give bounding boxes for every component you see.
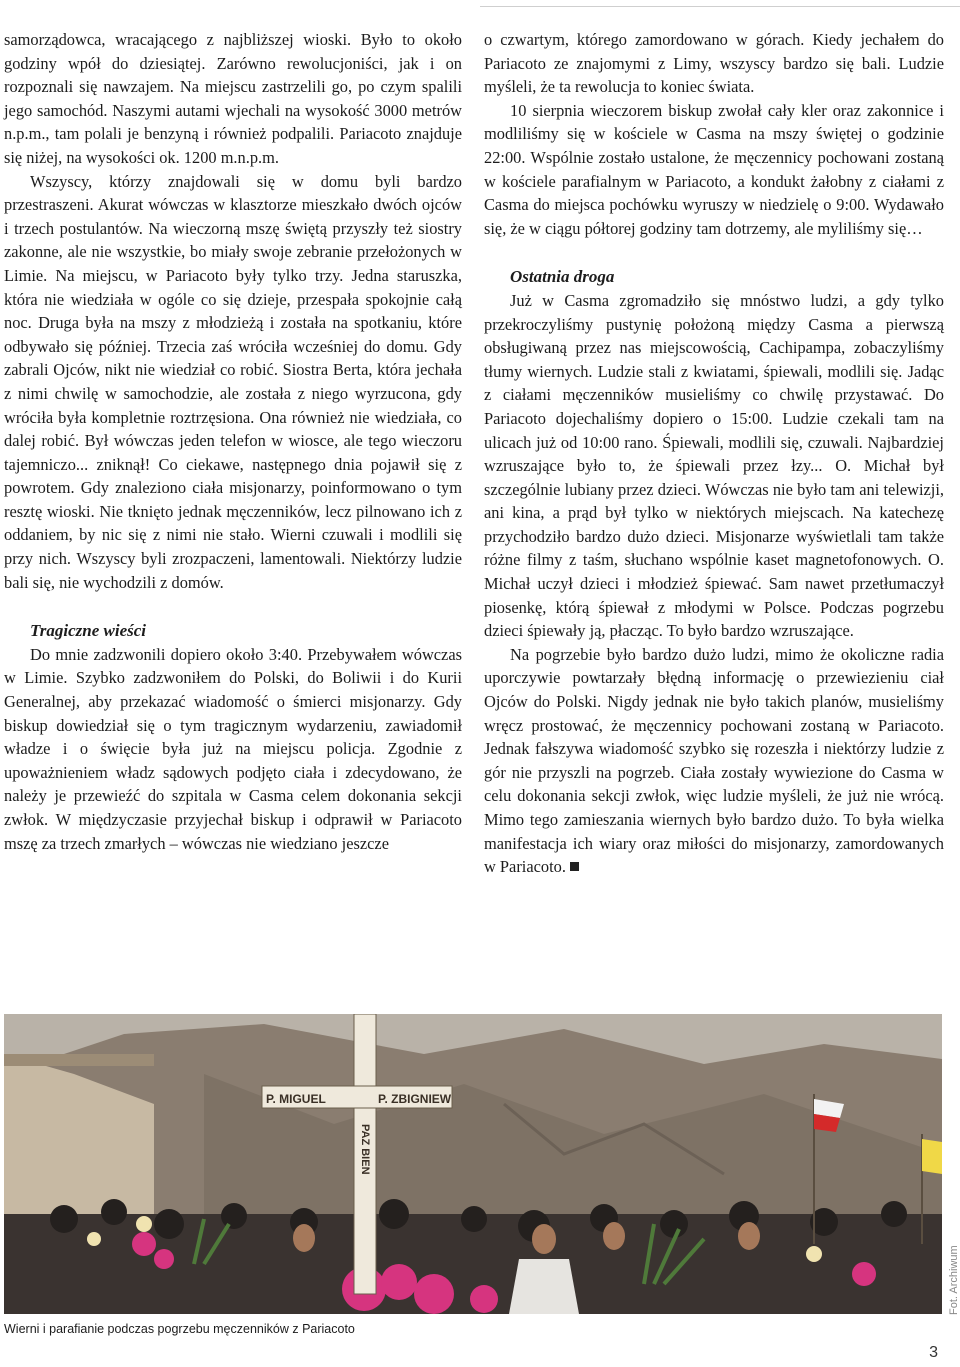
funeral-photo-illustration <box>4 1014 942 1314</box>
cross-vertical-text: PAZ BIEN <box>359 1124 371 1175</box>
left-paragraph-3: Do mnie zadzwonili dopiero około 3:40. Przebywałem wówczas w Limie. Szybko zadzwoniłem do Polski, do Boliwii i do Kurii Generalnej, aby przekazać wiadomość o śmierci misjonarzy. Gdy biskup dowiedział się o tym tragicznym wydarzeniu, zawiadomił władze i o święcie była już na miejscu policja. Zgodnie z upoważnieniem władz sądowych podjęto ciała i zdecydowano, że należy je przewieźć do szpitala w Casma celem dokonania sekcji zwłok. W międzyczasie przyjechał biskup i odprawił w Pariacoto mszę za trzech zmarłych – wówczas nie wiedziano jeszcze <box>4 644 462 853</box>
right-paragraph-1: o czwartym, którego zamordowano w górach. Kiedy jechałem do Pariacoto ze znajomymi z Limy, wszyscy bardzo się bali. Ludzie myśleli, że ta rewolucja to koniec świata. <box>484 30 944 97</box>
right-paragraph-3: Już w Casma zgromadziło się mnóstwo ludzi, a gdy tylko przekroczyliśmy pustynię położoną między Casma a pierwszą obsługiwaną przez nas miejscowością, Cachipampa, zobaczyliśmy tłumy wiernych. Ludzie stali z kwiatami, śpiewali, modlili się. Jadąc z ciałami męczenników musieliśmy co chwilę przystawać. Do Pariacoto dojechaliśmy dopiero o 15:00. Ludzie czekali tam na ulicach już od 10:00 rano. Śpiewali, modlili się, czuwali. Najbardziej wzruszające było to, że śpiewali przez łzy... O. Michał był szczególnie lubiany przez dzieci. Wówczas nie było tam ani telewizji, ani kina, a prąd był tylko w niektórych miejscach. Na katechezę przychodziło bardzo dużo dzieci. Misjonarze wyświetlali tam także różne filmy z taśm, słuchano wspólnie kaset magnetofonowych. O. Michał uczył dzieci i młodzież śpiewać. Sam nawet przetłumaczył piosenkę, którą śpiewał z młodymi w Polsce. Podczas pogrzebu dzieci śpiewały ją, płacząc. To było bardzo wzruszające. <box>484 290 944 641</box>
cross-left-name: P. MIGUEL <box>266 1092 326 1106</box>
left-paragraph-2: Wszyscy, którzy znajdowali się w domu byli bardzo przestraszeni. Akurat wówczas w klasztorze mieszkało dwóch ojców i trzech postulantów. Na wieczorną mszę świętą przyszły też siostry zakonne, ale nie wszystkie, bo miały swoje zebranie przełożonych w Limie. Na miejscu, w Pariacoto były tylko trzy. Jedna staruszka, która nie wiedziała w ogóle co się dzieje, przespała spokojnie całą noc. Druga była na mszy z młodzieżą i została na spotkaniu, które odbywało się później. Trzecia zaś wróciła wcześniej do domu. Gdy zabrali Ojców, nikt nie wiedział co robić. Siostra Berta, która jechała z nimi chwilę w samochodzie, ale została z niego wyrzucona, gdy wróciła była kompletnie roztrzęsiona. Ona również nie wiedziała, co dalej robić. Był wówczas jeden telefon w wiosce, ale tego wieczoru tajemniczo... zniknął! Co ciekawe, następnego dnia pojawił się z powrotem. Gdy znaleziono ciała misjonarzy, poinformowano o tym resztę wioski. Nie tknięto jednak męczenników, lecz pilnowano ich z oddaniem, by nic się z nimi nie stało. Wierni czuwali i modlili się przy nich. Wszyscy byli zrozpaczeni, lamentowali. Niektórzy ludzie bali się, nie wychodzili z domów. <box>4 171 462 592</box>
left-paragraph-1: samorządowca, wracającego z najbliższej wioski. Było to około godziny wpół do dziesiątej. Zarówno rewolucjoniści, jak i on rozpoznali się nawzajem. Na miejscu zastrzelili go, po czym spalili jego samochód. Naszymi autami wjechali na wysokość 3000 metrów n.p.m., tam polali je benzyną i również podpalili. Pariacoto znajduje się niżej, na wysokości ok. 1200 m.n.p.m. <box>4 30 462 167</box>
right-paragraph-4-text: Na pogrzebie było bardzo dużo ludzi, mimo że okoliczne radia uporczywie powtarzały błędną informację o przewiezieniu ciał Ojców do Polski. Nigdy jednak nie było takich planów, musieliśmy wręcz prostować, że męczennicy pochowani zostaną w Pariacoto. Jednak fałszywa wiadomość szybko się rozeszła i niektórzy ludzie z gór nie przyszli na pogrzeb. Ciała zostały wywiezione do Casma w celu dokonania sekcji zwłok, więc ludzie myśleli, że już nie wrócą. Mimo tego zamieszania wiernych było bardzo dużo. To była wielka manifestacja ich wiary oraz miłości do misjonarzy, zamordowanych w Pariacoto. <box>484 644 944 877</box>
page-number: 3 <box>929 1344 938 1361</box>
right-paragraph-2: 10 sierpnia wieczorem biskup zwołał cały kler oraz zakonnice i modliliśmy się w kościele w Casma na mszy świętej o godzinie 22:00. Wspólnie zostało ustalone, że męczennicy pochowani zostaną w kościele parafialnym w Pariacoto, a kondukt żałobny z ciałami z Casma do miejsca pochówku wyruszy w niedzielę o 9:00. Wydawało się, że w ciągu półtorej godziny tam dotrzemy, ale myliliśmy się… <box>484 100 944 238</box>
right-column <box>484 28 944 879</box>
photo-credit: Fot. Archiwum <box>948 1245 960 1315</box>
section-heading-ostatnia-droga: Ostatnia droga <box>510 267 615 287</box>
photo-caption: Wierni i parafianie podczas pogrzebu męczenników z Pariacoto <box>4 1322 355 1336</box>
cross-right-name: P. ZBIGNIEW <box>378 1092 452 1106</box>
section-heading-tragiczne-wiesci: Tragiczne wieści <box>30 621 146 641</box>
right-paragraph-4 <box>484 643 944 879</box>
end-of-article-mark <box>570 862 579 871</box>
left-column <box>4 28 462 855</box>
funeral-photo <box>4 1014 942 1314</box>
top-rule <box>480 6 960 7</box>
